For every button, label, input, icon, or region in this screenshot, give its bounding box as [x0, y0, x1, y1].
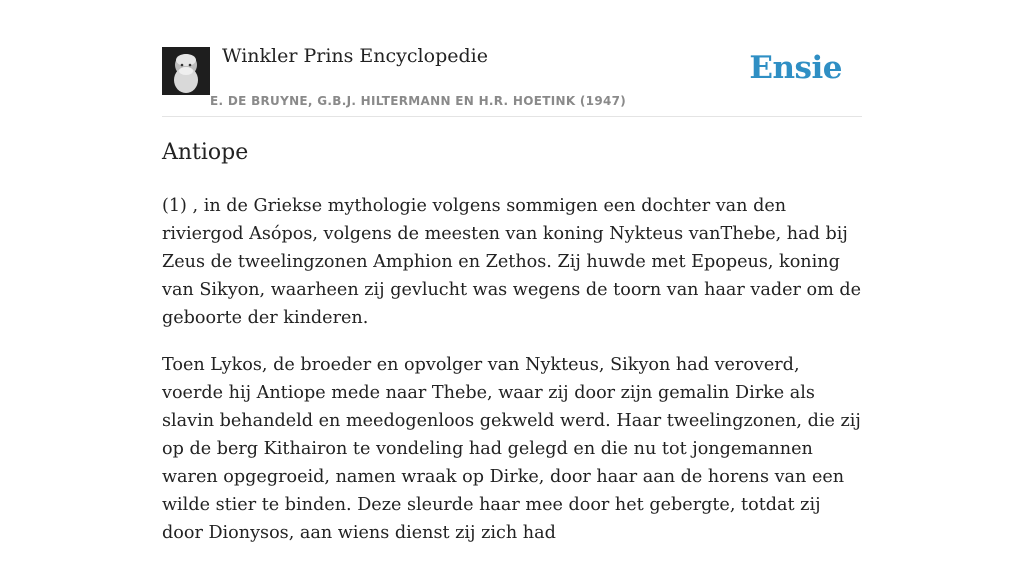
article-title: Antiope — [162, 140, 249, 165]
publication-title[interactable]: Winkler Prins Encyclopedie — [222, 45, 488, 67]
author-portrait-icon[interactable] — [162, 47, 210, 95]
ensie-logo[interactable]: Ensie — [749, 50, 842, 86]
article-body — [162, 192, 862, 566]
article-paragraph: Toen Lykos, de broeder en opvolger van Nykteus, Sikyon had veroverd, voerde hij Antiope mede naar Thebe, waar zij door zijn gemalin Dirke als slavin behandeld en meedogenloos gekweld werd. Haar tweelingzonen, die zij op de berg Kithairon te vondeling had gelegd en die nu tot jongemannen waren opgegroeid, namen wraak op Dirke, door haar aan de horens van een wilde stier te binden. Deze sleurde haar mee door het gebergte, totdat zij door Dionysos, aan wiens dienst zij zich had — [162, 355, 861, 543]
content-container — [162, 0, 862, 543]
publication-authors: E. DE BRUYNE, G.B.J. HILTERMANN EN H.R. HOETINK (1947) — [210, 94, 627, 108]
source-header — [162, 0, 862, 117]
article-paragraph: (1) , in de Griekse mythologie volgens sommigen een dochter van den riviergod Asópos, volgens de meesten van koning Nykteus vanThebe, had bij Zeus de tweelingzonen Amphion en Zethos. Zij huwde met Epopeus, koning van Sikyon, waarheen zij gevlucht was wegens de toorn van haar vader om de geboorte der kinderen. — [162, 196, 862, 328]
